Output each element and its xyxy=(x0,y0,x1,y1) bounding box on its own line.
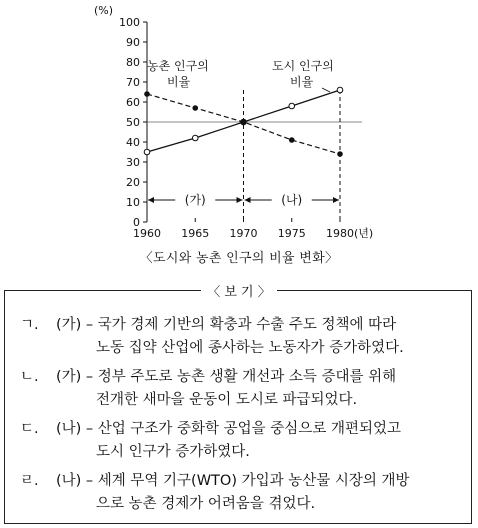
rural-series-label-line2: 비율 xyxy=(167,75,191,89)
chart-caption: 〈도시와 농촌 인구의 비율 변화〉 xyxy=(139,251,339,266)
y-tick-label: 0 xyxy=(133,216,140,229)
y-unit-label: (%) xyxy=(94,4,114,17)
period-label: (가) xyxy=(184,193,206,207)
arrow-head xyxy=(245,197,251,203)
urban-series-label-line1: 도시 인구의 xyxy=(272,59,334,73)
rural-data-point xyxy=(241,119,247,125)
bogi-item-line1: (나) – 세계 무역 기구(WTO) 가입과 농산물 시장의 개방 xyxy=(56,473,410,489)
bogi-item-mark: ㄹ. xyxy=(20,473,39,489)
y-tick-label: 70 xyxy=(126,76,140,89)
bogi-item-line2: 노동 집약 산업에 종사하는 노동자가 증가하였다. xyxy=(96,340,404,356)
urban-data-point xyxy=(289,103,295,109)
y-tick-label: 90 xyxy=(126,36,140,49)
urban-label-leader xyxy=(322,88,330,92)
rural-data-point xyxy=(289,137,295,143)
urban-series-label-line2: 비율 xyxy=(290,75,314,89)
arrow-head xyxy=(148,197,154,203)
y-tick-label: 30 xyxy=(126,156,140,169)
bogi-item-mark: ㄱ. xyxy=(20,317,39,333)
x-tick-label: 1980(년) xyxy=(326,227,374,240)
bogi-item-mark: ㄴ. xyxy=(20,369,39,385)
bogi-item-line2: 으로 농촌 경제가 어려움을 겪었다. xyxy=(96,496,316,512)
x-tick-label: 1975 xyxy=(277,227,306,240)
population-ratio-chart xyxy=(0,0,478,248)
bogi-item-mark: ㄷ. xyxy=(20,421,39,437)
y-tick-label: 80 xyxy=(126,56,140,69)
urban-data-point xyxy=(337,87,343,93)
bogi-item-line1: (가) – 정부 주도로 농촌 생활 개선과 소득 증대를 위해 xyxy=(56,369,397,385)
urban-data-point xyxy=(144,149,150,155)
y-tick-label: 60 xyxy=(126,96,140,109)
period-label: (나) xyxy=(281,193,303,207)
bogi-item-line2: 도시 인구가 증가하였다. xyxy=(96,444,250,460)
bogi-item-line1: (나) – 산업 구조가 중화학 공업을 중심으로 개편되었고 xyxy=(56,421,401,437)
x-tick-label: 1965 xyxy=(181,227,210,240)
arrow-head xyxy=(237,197,243,203)
bogi-title xyxy=(0,281,478,300)
rural-data-point xyxy=(144,91,150,97)
bogi-item-line1: (가) – 국가 경제 기반의 확충과 수출 주도 정책에 따라 xyxy=(56,317,397,333)
x-tick-label: 1960 xyxy=(133,227,161,240)
bogi-title-text: 〈 보 기 〉 xyxy=(201,285,277,300)
urban-data-point xyxy=(192,135,198,141)
x-tick-label: 1970 xyxy=(229,227,258,240)
arrow-head xyxy=(333,197,339,203)
y-tick-label: 50 xyxy=(126,116,140,129)
line-chart-svg xyxy=(0,0,478,248)
bogi-item-line2: 전개한 새마을 운동이 도시로 파급되었다. xyxy=(96,392,358,408)
y-tick-label: 40 xyxy=(126,136,140,149)
y-tick-label: 100 xyxy=(119,16,140,29)
rural-series-label-line1: 농촌 인구의 xyxy=(147,59,209,73)
y-tick-label: 10 xyxy=(126,196,140,209)
rural-data-point xyxy=(337,151,343,157)
y-tick-label: 20 xyxy=(126,176,140,189)
rural-data-point xyxy=(192,105,198,111)
